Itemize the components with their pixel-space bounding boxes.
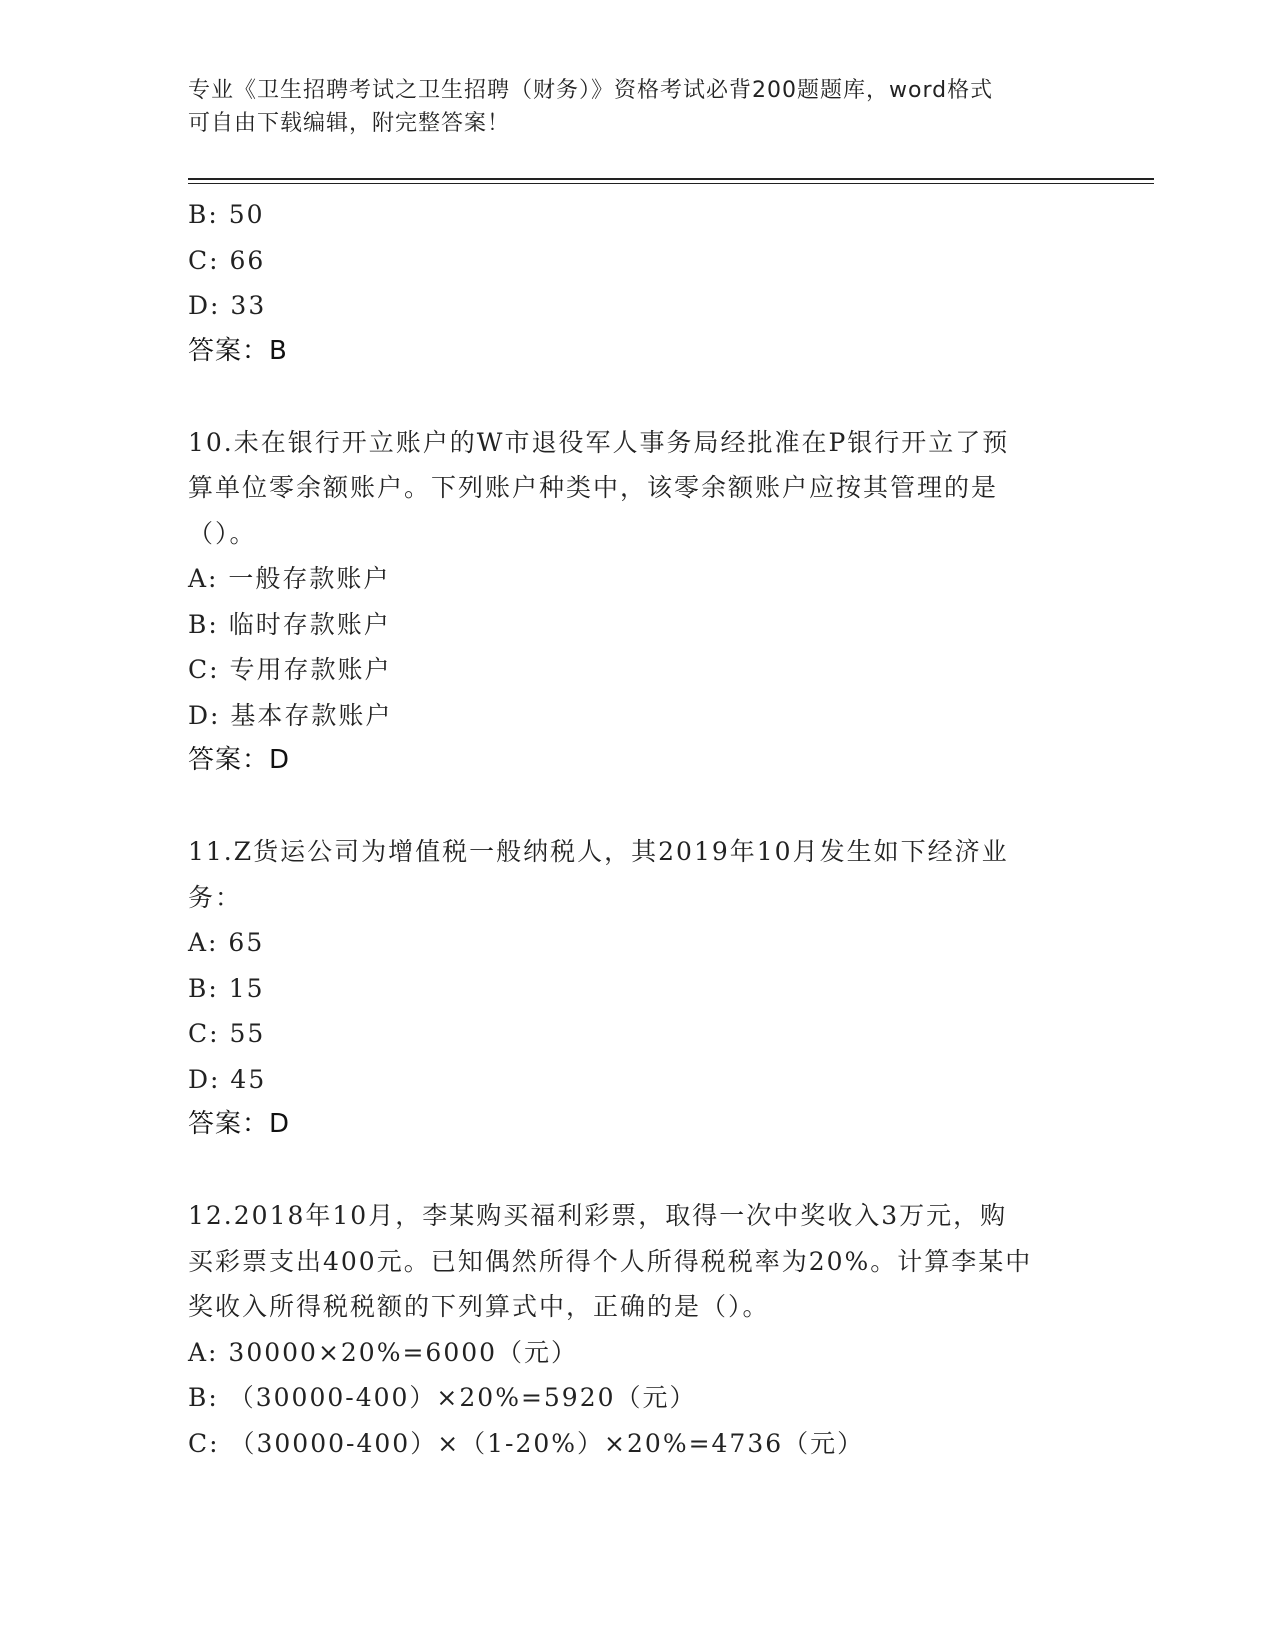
option-a: A: 一般存款账户 bbox=[188, 564, 391, 593]
option-b: B: 临时存款账户 bbox=[188, 609, 391, 639]
question-10-block bbox=[188, 420, 1088, 784]
option-a: A: 30000×20%=6000（元） bbox=[188, 1337, 579, 1367]
option-c: C: 专用存款账户 bbox=[188, 655, 392, 684]
question-text-line: 12.2018年10月，李某购买福利彩票，取得一次中奖收入3万元，购 bbox=[188, 1201, 1008, 1230]
question-text-line: 算单位零余额账户。下列账户种类中，该零余额账户应按其管理的是 bbox=[188, 473, 999, 502]
document-header bbox=[188, 74, 1068, 140]
option-c: C: 66 bbox=[188, 245, 266, 275]
option-d: D: 33 bbox=[188, 291, 267, 320]
header-divider-thick bbox=[188, 178, 1154, 180]
question-12-block bbox=[188, 1193, 1088, 1466]
option-a: A: 65 bbox=[188, 928, 265, 957]
question-11-block bbox=[188, 829, 1088, 1148]
answer: 答案：D bbox=[188, 745, 291, 775]
header-line-2: 可自由下载编辑，附完整答案！ bbox=[188, 111, 511, 136]
question-text-line: 奖收入所得税税额的下列算式中，正确的是（）。 bbox=[188, 1292, 770, 1321]
option-d: D: 基本存款账户 bbox=[188, 700, 393, 730]
spacer bbox=[188, 374, 1088, 420]
question-text-line: 10.未在银行开立账户的W市退役军人事务局经批准在P银行开立了预 bbox=[188, 427, 1010, 457]
answer: 答案：D bbox=[188, 1109, 291, 1139]
header-divider-thin bbox=[188, 183, 1154, 184]
option-b: B: 50 bbox=[188, 200, 265, 229]
question-text-line: （）。 bbox=[188, 518, 257, 548]
question-text-line: 买彩票支出400元。已知偶然所得个人所得税税率为20%。计算李某中 bbox=[188, 1246, 1033, 1276]
document-body bbox=[188, 192, 1088, 1466]
option-d: D: 45 bbox=[188, 1064, 267, 1094]
question-9-block bbox=[188, 192, 1088, 374]
answer: 答案：B bbox=[188, 335, 288, 366]
option-b: B: （30000-400）×20%=5920（元） bbox=[188, 1383, 697, 1412]
question-text-line: 11.Z货运公司为增值税一般纳税人，其2019年10月发生如下经济业 bbox=[188, 837, 1009, 866]
option-b: B: 15 bbox=[188, 973, 265, 1003]
spacer bbox=[188, 1148, 1088, 1194]
header-line-1: 专业《卫生招聘考试之卫生招聘（财务）》资格考试必背200题题库，word格式 bbox=[188, 78, 994, 103]
option-c: C: 55 bbox=[188, 1019, 266, 1048]
option-c: C: （30000-400）×（1-20%）×20%=4736（元） bbox=[188, 1428, 865, 1458]
spacer bbox=[188, 784, 1088, 830]
question-text-line: 务： bbox=[188, 882, 243, 912]
